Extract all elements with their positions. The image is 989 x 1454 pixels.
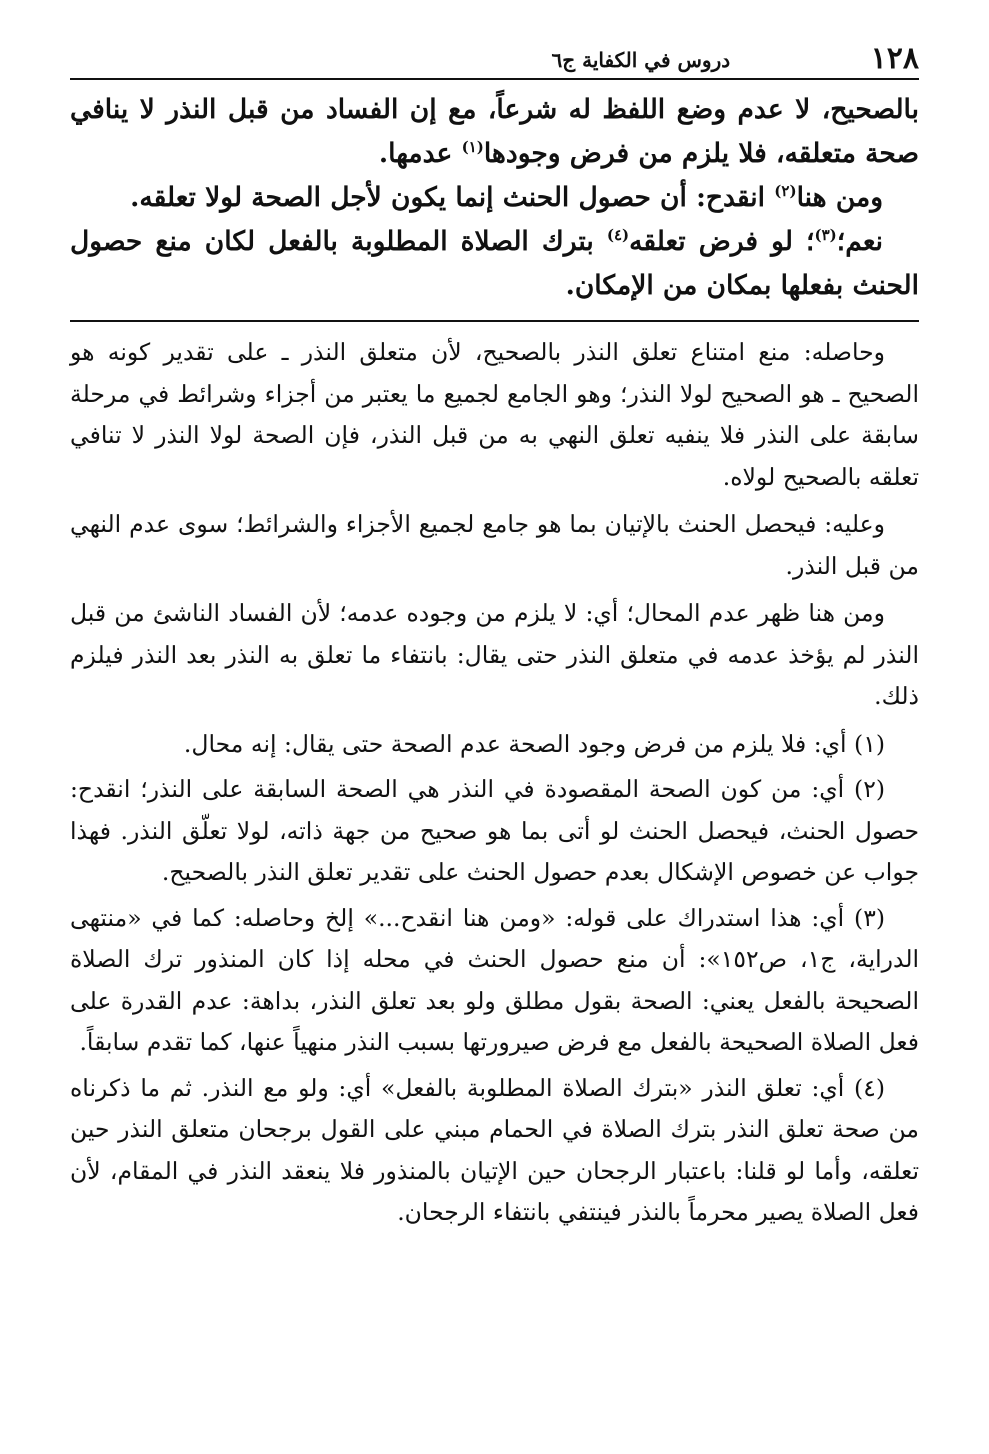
- footnote-1: (١) أي: فلا يلزم من فرض وجود الصحة عدم الصحة حتى يقال: إنه محال.: [183, 729, 885, 758]
- page-number: ١٢٨: [870, 41, 919, 76]
- commentary-paragraph: وعليه: فيحصل الحنث بالإتيان بما هو جامع لجميع الأجزاء والشرائط؛ سوى عدم النهي من قبل النذر.: [70, 510, 919, 580]
- footnote-ref-1: (١): [461, 138, 484, 157]
- main-text-segment: ومن هنا: [796, 182, 883, 213]
- main-paragraph-2: [70, 176, 919, 220]
- main-text: [70, 88, 919, 308]
- footnote-ref-3: (٣): [814, 226, 837, 245]
- page-header: [70, 34, 919, 80]
- commentary-paragraph: وحاصله: منع امتناع تعلق النذر بالصحيح، لأن متعلق النذر ـ على تقدير كونه هو الصحيح ـ هو الصحيح لولا النذر؛ وهو الجامع لجميع ما يعتبر من أجزاء وشرائط في مرحلة سابقة على النذر فلا ينفيه تعلق النهي به من قبل النذر، فإن الصحة لولا النذر لا تنافي تعلقه بالصحيح لولاه.: [70, 338, 919, 491]
- footnote-ref-2: (٢): [774, 182, 797, 201]
- footnote-4: (٤) أي: تعلق النذر «بترك الصلاة المطلوبة بالفعل» أي: ولو مع النذر. ثم ما ذكرناه من صحة تعلق النذر بترك الصلاة في الحمام مبني على القول برجحان متعلق النذر حين تعلقه، وأما لو قلنا: باعتبار الرجحان حين الإتيان بالمنذور فلا ينعقد النذر في المقام، لأن فعل الصلاة يصير محرماً بالنذر فينتفي بانتفاء الرجحان.: [70, 1073, 919, 1226]
- main-text-segment: بالصحيح، لا عدم وضع اللفظ له شرعاً، مع إن الفساد من قبل النذر لا ينافي صحة متعلقه، فلا يلزم من فرض وجودها: [70, 94, 919, 169]
- main-text-segment: انقدح: أن حصول الحنث إنما يكون لأجل الصحة لولا تعلقه.: [130, 182, 775, 213]
- footnote-ref-4: (٤): [606, 226, 630, 245]
- commentary-paragraph: ومن هنا ظهر عدم المحال؛ أي: لا يلزم من وجوده عدمه؛ لأن الفساد الناشئ من قبل النذر لم يؤخذ عدمه في متعلق النذر حتى يقال: بانتفاء ما تعلق به النذر بعد النذر فيلزم ذلك.: [70, 599, 919, 710]
- footnote-2: (٢) أي: من كون الصحة المقصودة في النذر هي الصحة السابقة على النذر؛ انقدح: حصول الحنث، فيحصل الحنث لو أتى بما هو صحيح من جهة ذاته، لولا تعلّق النذر. فهذا جواب عن خصوص الإشكال بعدم حصول الحنث على تقدير تعلق النذر بالصحيح.: [70, 775, 919, 886]
- main-paragraph-3: [70, 220, 919, 308]
- footnotes: [70, 724, 919, 1234]
- main-text-segment: عدمها.: [378, 138, 462, 169]
- running-title: دروس في الكفاية ج٦: [551, 48, 731, 72]
- commentary: [70, 332, 919, 718]
- footnote-3: (٣) أي: هذا استدراك على قوله: «ومن هنا انقدح...» إلخ وحاصله: كما في «منتهى الدراية، ج١، ص١٥٢»: أن منع حصول الحنث في محله إذا كان المنذور ترك الصلاة الصحيحة بالفعل يعني: الصحة بقول مطلق ولو بعد تعلق النذر، بداهة: عدم القدرة على فعل الصلاة الصحيحة بالفعل مع فرض صيرورتها بسبب النذر منهياً عنها، كما تقدم سابقاً.: [70, 903, 920, 1056]
- section-divider: [70, 320, 919, 322]
- main-paragraph-1: [70, 88, 919, 176]
- main-text-segment: نعم؛: [836, 226, 883, 257]
- main-text-segment: بترك الصلاة المطلوبة بالفعل لكان منع حصول الحنث بفعلها بمكان من الإمكان.: [70, 226, 919, 301]
- main-text-segment: ؛ لو فرض تعلقه: [629, 226, 815, 257]
